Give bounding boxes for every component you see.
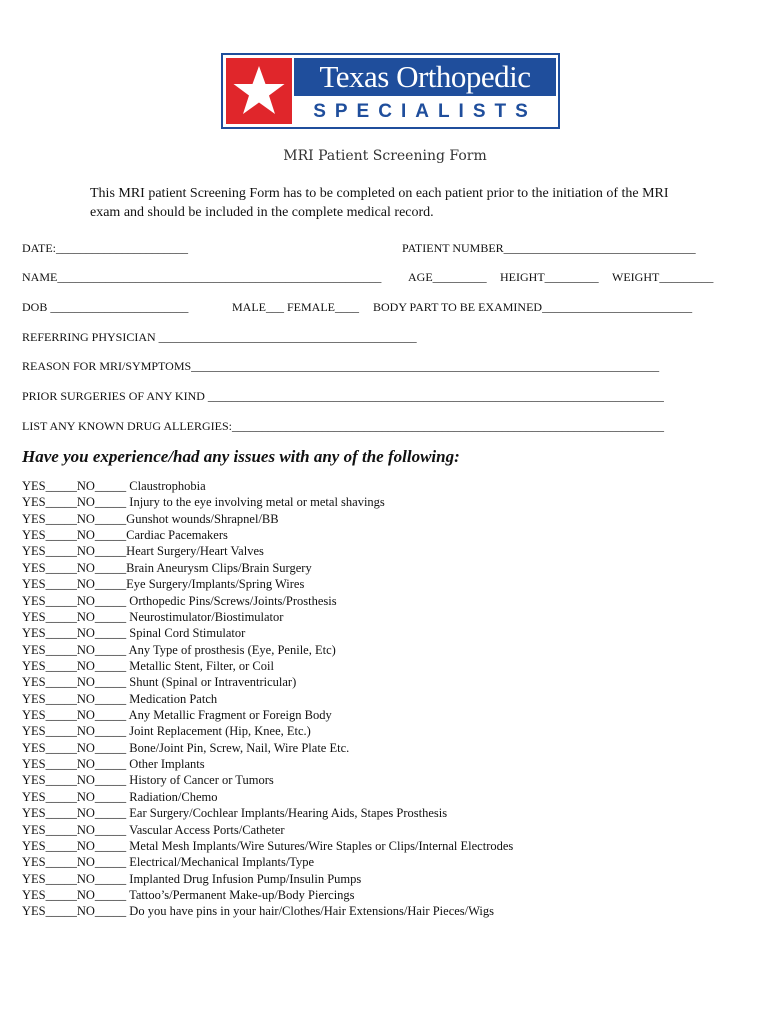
dob-field[interactable]: DOB _______________________: [22, 300, 189, 314]
logo-wordmark-bottom: SPECIALISTS: [313, 101, 537, 122]
patient-number-field[interactable]: PATIENT NUMBER________________________________: [402, 241, 696, 255]
checklist-item[interactable]: YES_____NO_____ Metal Mesh Implants/Wire Sutures/Wire Staples or Clips/Internal Electrodes: [22, 838, 514, 853]
checklist-item[interactable]: YES_____NO_____ Claustrophobia: [22, 479, 206, 493]
checklist-item[interactable]: YES_____NO_____ Electrical/Mechanical Implants/Type: [22, 855, 315, 870]
age-field[interactable]: AGE_________: [408, 270, 487, 284]
logo-star-box: [226, 58, 292, 124]
checklist-item[interactable]: YES_____NO_____Heart Surgery/Heart Valves: [22, 544, 264, 559]
checklist-item[interactable]: YES_____NO_____ Joint Replacement (Hip, Knee, Etc.): [22, 724, 311, 739]
prior-surgeries-field[interactable]: PRIOR SURGERIES OF ANY KIND ____________________________________________________________________________: [22, 389, 664, 403]
checklist-item[interactable]: YES_____NO_____ Any Type of prosthesis (Eye, Penile, Etc): [22, 642, 336, 657]
date-field[interactable]: DATE:______________________: [22, 241, 188, 255]
checklist-item[interactable]: YES_____NO_____ Tattoo’s/Permanent Make-up/Body Piercings: [22, 887, 355, 902]
weight-field[interactable]: WEIGHT_________: [612, 270, 714, 284]
checklist-item[interactable]: YES_____NO_____ Neurostimulator/Biostimulator: [22, 609, 284, 624]
checklist-item[interactable]: YES_____NO_____ Other Implants: [22, 757, 205, 772]
intro-text: This MRI patient Screening Form has to be completed on each patient prior to the initiation of the MRI exam and should be included in the complete medical record.: [90, 186, 669, 220]
sex-field[interactable]: MALE___ FEMALE____: [232, 300, 359, 314]
name-field[interactable]: NAME______________________________________________________: [22, 270, 382, 284]
reason-field[interactable]: REASON FOR MRI/SYMPTOMS______________________________________________________________________________: [22, 359, 660, 373]
checklist-heading: Have you experience/had any issues with any of the following:: [22, 447, 460, 466]
checklist-item[interactable]: YES_____NO_____ Metallic Stent, Filter, or Coil: [22, 658, 274, 673]
checklist-item[interactable]: YES_____NO_____ Injury to the eye involving metal or metal shavings: [22, 495, 385, 510]
allergies-field[interactable]: LIST ANY KNOWN DRUG ALLERGIES:________________________________________________________________________: [22, 419, 664, 433]
checklist-item[interactable]: YES_____NO_____ Bone/Joint Pin, Screw, Nail, Wire Plate Etc.: [22, 740, 350, 755]
checklist-item[interactable]: YES_____NO_____ Implanted Drug Infusion Pump/Insulin Pumps: [22, 871, 362, 886]
checklist-item[interactable]: YES_____NO_____Cardiac Pacemakers: [22, 528, 228, 543]
checklist-item[interactable]: YES_____NO_____Gunshot wounds/Shrapnel/BB: [22, 511, 279, 526]
checklist-item[interactable]: YES_____NO_____ History of Cancer or Tumors: [22, 773, 274, 788]
logo-wordmark-top: Texas Orthopedic: [294, 58, 556, 96]
checklist: [22, 478, 513, 920]
checklist-item[interactable]: YES_____NO_____ Radiation/Chemo: [22, 789, 218, 804]
body-part-field[interactable]: BODY PART TO BE EXAMINED_________________________: [373, 300, 693, 314]
checklist-item[interactable]: YES_____NO_____ Spinal Cord Stimulator: [22, 626, 246, 641]
logo: [221, 53, 560, 129]
checklist-item[interactable]: YES_____NO_____ Do you have pins in your hair/Clothes/Hair Extensions/Hair Pieces/Wigs: [22, 904, 495, 919]
checklist-item[interactable]: YES_____NO_____Eye Surgery/Implants/Spring Wires: [22, 577, 305, 592]
checklist-item[interactable]: YES_____NO_____ Shunt (Spinal or Intraventricular): [22, 675, 297, 690]
checklist-item[interactable]: YES_____NO_____ Orthopedic Pins/Screws/Joints/Prosthesis: [22, 593, 337, 608]
checklist-item[interactable]: YES_____NO_____ Vascular Access Ports/Catheter: [22, 822, 285, 837]
height-field[interactable]: HEIGHT_________: [500, 270, 599, 284]
star-icon: [231, 63, 287, 119]
referring-physician-field[interactable]: REFERRING PHYSICIAN ___________________________________________: [22, 330, 417, 344]
checklist-item[interactable]: YES_____NO_____Brain Aneurysm Clips/Brain Surgery: [22, 560, 312, 575]
checklist-item[interactable]: YES_____NO_____ Medication Patch: [22, 691, 218, 706]
checklist-item[interactable]: YES_____NO_____ Ear Surgery/Cochlear Implants/Hearing Aids, Stapes Prosthesis: [22, 806, 448, 821]
form-title: MRI Patient Screening Form: [283, 148, 487, 164]
checklist-item[interactable]: YES_____NO_____ Any Metallic Fragment or Foreign Body: [22, 708, 332, 723]
